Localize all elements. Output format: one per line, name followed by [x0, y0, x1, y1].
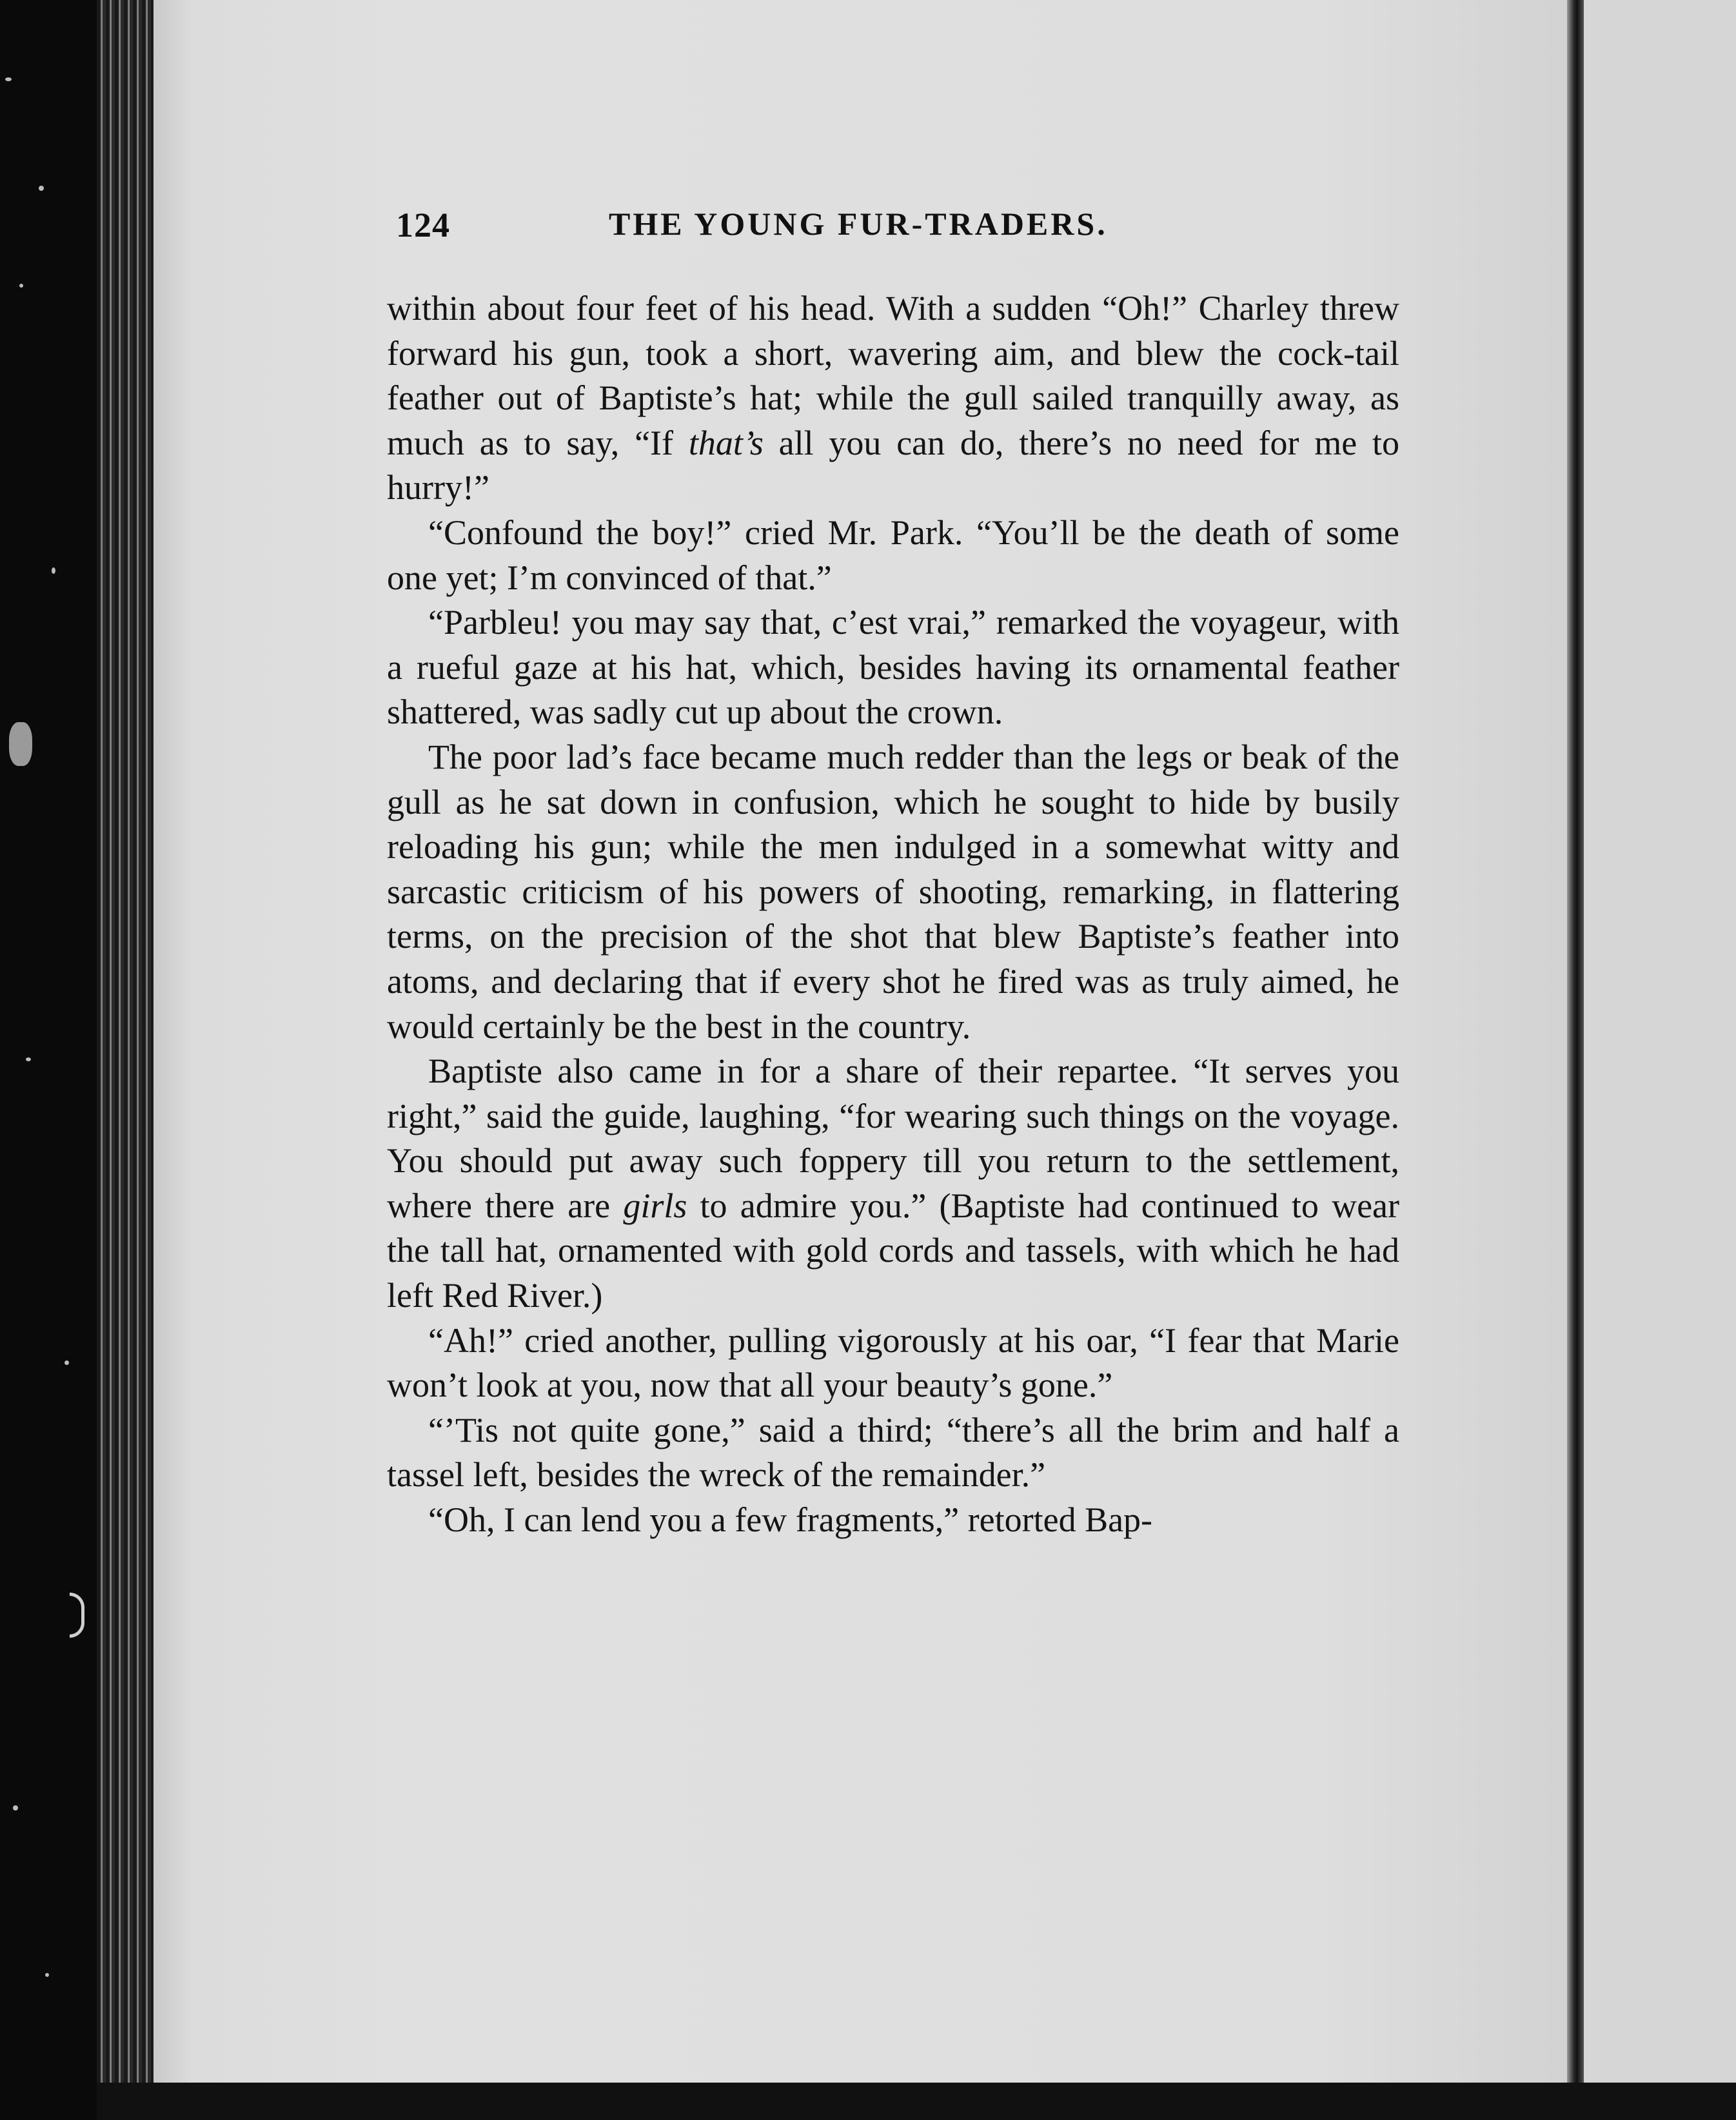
- speck: [19, 284, 23, 288]
- facing-page: [1584, 0, 1736, 2089]
- paragraph: [387, 286, 1399, 511]
- paragraph-text: “Confound the boy!” cried Mr. Park. “You’ll be the death of some one yet; I’m convinced of that.”: [387, 513, 1399, 597]
- paragraph: [387, 1408, 1399, 1498]
- speck: [64, 1360, 69, 1365]
- page-number: 124: [396, 206, 450, 244]
- running-title: THE YOUNG FUR-TRADERS.: [609, 206, 1108, 242]
- smudge: [9, 722, 32, 766]
- paragraph-text: “Ah!” cried another, pulling vigorously at his oar, “I fear that Marie won’t look at you, now that all your beauty’s gone.”: [387, 1320, 1399, 1405]
- paragraph: [387, 1319, 1399, 1408]
- paragraph: [387, 735, 1399, 1049]
- page-bottom-shadow: [97, 2083, 1736, 2120]
- speck: [5, 77, 12, 81]
- speck: [26, 1057, 31, 1061]
- paragraph-text: to admire you.” (Baptiste had continued to wear the tall hat, ornamented with gold cords and tassels, with which he had left Red River.): [387, 1186, 1399, 1315]
- speck: [39, 186, 44, 191]
- paragraph: [387, 1049, 1399, 1319]
- binding-edge: [1567, 0, 1584, 2120]
- paragraph: [387, 511, 1399, 600]
- paragraph-text: The poor lad’s face became much redder than the legs or beak of the gull as he sat down in confusion, which he sought to hide by busily reloading his gun; while the men indulged in a somewhat witty and sarcastic criticism of his powers of shooting, remarking, in flattering terms, on the precision of the shot that blew Baptiste’s feather into atoms, and declaring that if every shot he fired was as truly aimed, he would certainly be the best in the country.: [387, 737, 1399, 1046]
- paragraph-text: “’Tis not quite gone,” said a third; “there’s all the brim and half a tassel left, besides the wreck of the remainder.”: [387, 1410, 1399, 1495]
- paragraph: [387, 1498, 1399, 1543]
- left-margin: [0, 0, 97, 2120]
- italic-text: that’s: [688, 423, 764, 462]
- speck: [45, 1973, 49, 1977]
- paragraph-text: all you can do, there’s no need for me to hurry!”: [387, 423, 1399, 507]
- speck: [13, 1805, 18, 1811]
- paragraph-text: Baptiste also came in for a share of their repartee. “It serves you right,” said the guide, laughing, “for wearing such things on the voyage. You should put away such foppery till you return to the settlement, where there are: [387, 1052, 1399, 1225]
- running-header: [396, 205, 1408, 257]
- paragraph: [387, 600, 1399, 735]
- paragraph-text: within about four feet of his head. With a sudden “Oh!” Charley threw forward his gun, took a short, wavering aim, and blew the cock-tail feather out of Baptiste’s hat; while the gull sailed tranquilly away, as much as to say, “If: [387, 289, 1399, 462]
- margin-mark: [70, 1593, 84, 1638]
- body-text: [387, 286, 1399, 1543]
- paragraph-text: “Oh, I can lend you a few fragments,” retorted Bap-: [428, 1500, 1153, 1540]
- italic-text: girls: [623, 1186, 687, 1225]
- speck: [52, 567, 55, 574]
- paragraph-text: “Parbleu! you may say that, c’est vrai,” remarked the voyageur, with a rueful gaze at his hat, which, besides having its ornamental feather shattered, was sadly cut up about the crown.: [387, 603, 1399, 732]
